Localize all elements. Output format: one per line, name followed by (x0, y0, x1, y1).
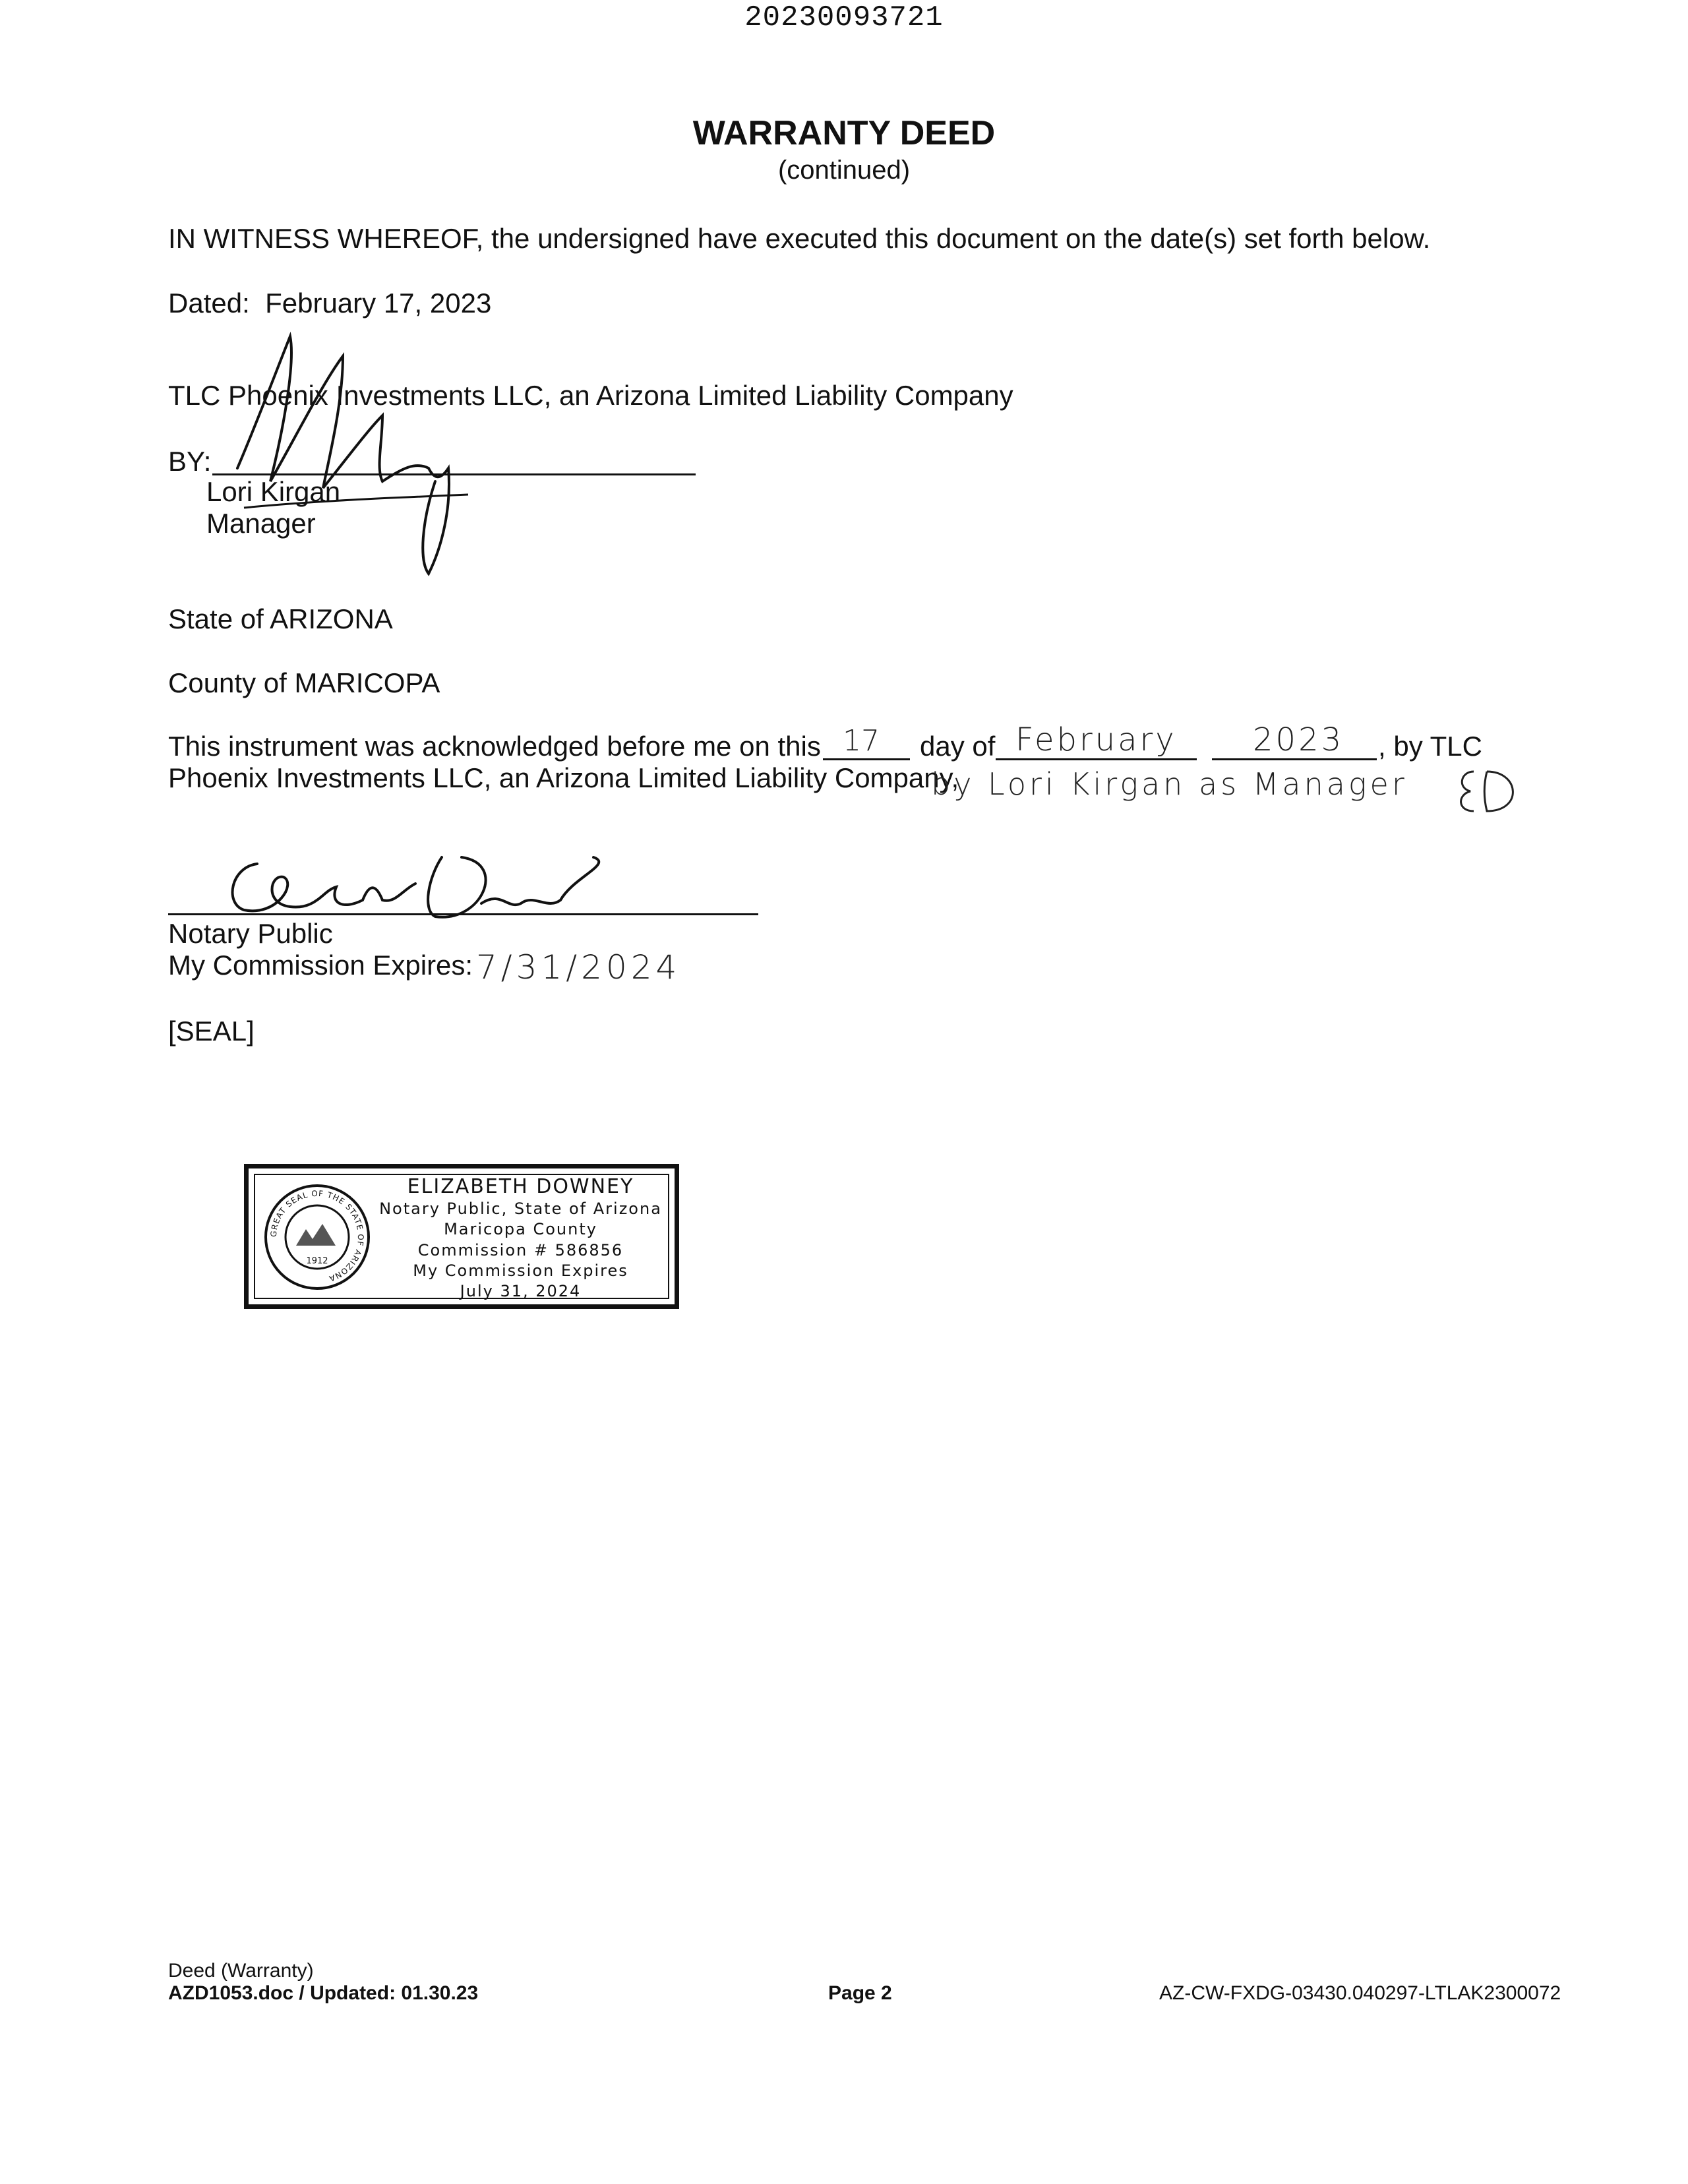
notary-label: Notary Public (168, 918, 333, 949)
ack-line2: Phoenix Investments LLC, an Arizona Limited Liability Company, (168, 762, 959, 793)
recording-number: 20230093721 (744, 1, 944, 34)
notary-signature-line (168, 913, 758, 915)
seal-line3: Commission # 586856 (417, 1241, 624, 1259)
state-line: State of ARIZONA (168, 603, 393, 634)
ack-part1: This instrument was acknowledged before me on this (168, 731, 821, 762)
footer-page: Page 2 (828, 1982, 892, 2004)
arizona-seal-emblem (263, 1183, 371, 1291)
signer-name: Lori Kirgan (206, 476, 341, 507)
notary-seal-stamp (244, 1164, 679, 1309)
seal-name: ELIZABETH DOWNEY (407, 1175, 634, 1198)
witness-clause: IN WITNESS WHEREOF, the undersigned have executed this document on the date(s) set forth below. (168, 223, 1431, 254)
ack-year: 2023 (1253, 721, 1344, 758)
ack-month-line (996, 758, 1197, 760)
ack-day-line (823, 758, 910, 760)
seal-line1: Notary Public, State of Arizona (379, 1199, 662, 1218)
county-line: County of MARICOPA (168, 667, 440, 698)
notary-initials (1447, 758, 1533, 824)
commission-handwritten: 7/31/2024 (476, 948, 681, 986)
ack-part2: day of (920, 731, 996, 762)
ack-part3: , by TLC (1378, 731, 1482, 762)
document-title: WARRANTY DEED (692, 114, 996, 152)
seal-year: 1912 (306, 1256, 328, 1266)
ack-year-line (1212, 758, 1377, 760)
dated-value: February 17, 2023 (265, 288, 492, 318)
seal-line2: Maricopa County (444, 1220, 597, 1238)
dated-label: Dated: (168, 288, 250, 318)
document-subtitle: (continued) (777, 156, 911, 185)
seal-line5: July 31, 2024 (460, 1282, 582, 1300)
footer-file-number: AZ-CW-FXDG-03430.040297-LTLAK2300072 (1159, 1982, 1561, 2004)
footer-doc-file: AZD1053.doc / Updated: 01.30.23 (168, 1982, 479, 2004)
footer-doc-type: Deed (Warranty) (168, 1960, 314, 1982)
seal-ring-text: GREAT SEAL OF THE STATE OF ARIZONA (268, 1188, 366, 1284)
by-label: BY: (168, 446, 212, 477)
commission-label: My Commission Expires: (168, 950, 473, 981)
ack-handwritten: by Lori Kirgan as Manager (931, 766, 1408, 802)
signer-title: Manager (206, 508, 316, 539)
seal-line4: My Commission Expires (413, 1261, 628, 1280)
seal-label: [SEAL] (168, 1016, 255, 1046)
ack-day: 17 (843, 724, 880, 758)
manager-signature (218, 310, 495, 587)
company-name: TLC Phoenix Investments LLC, an Arizona Limited Liability Company (168, 380, 1013, 411)
ack-month: February (1015, 721, 1177, 758)
